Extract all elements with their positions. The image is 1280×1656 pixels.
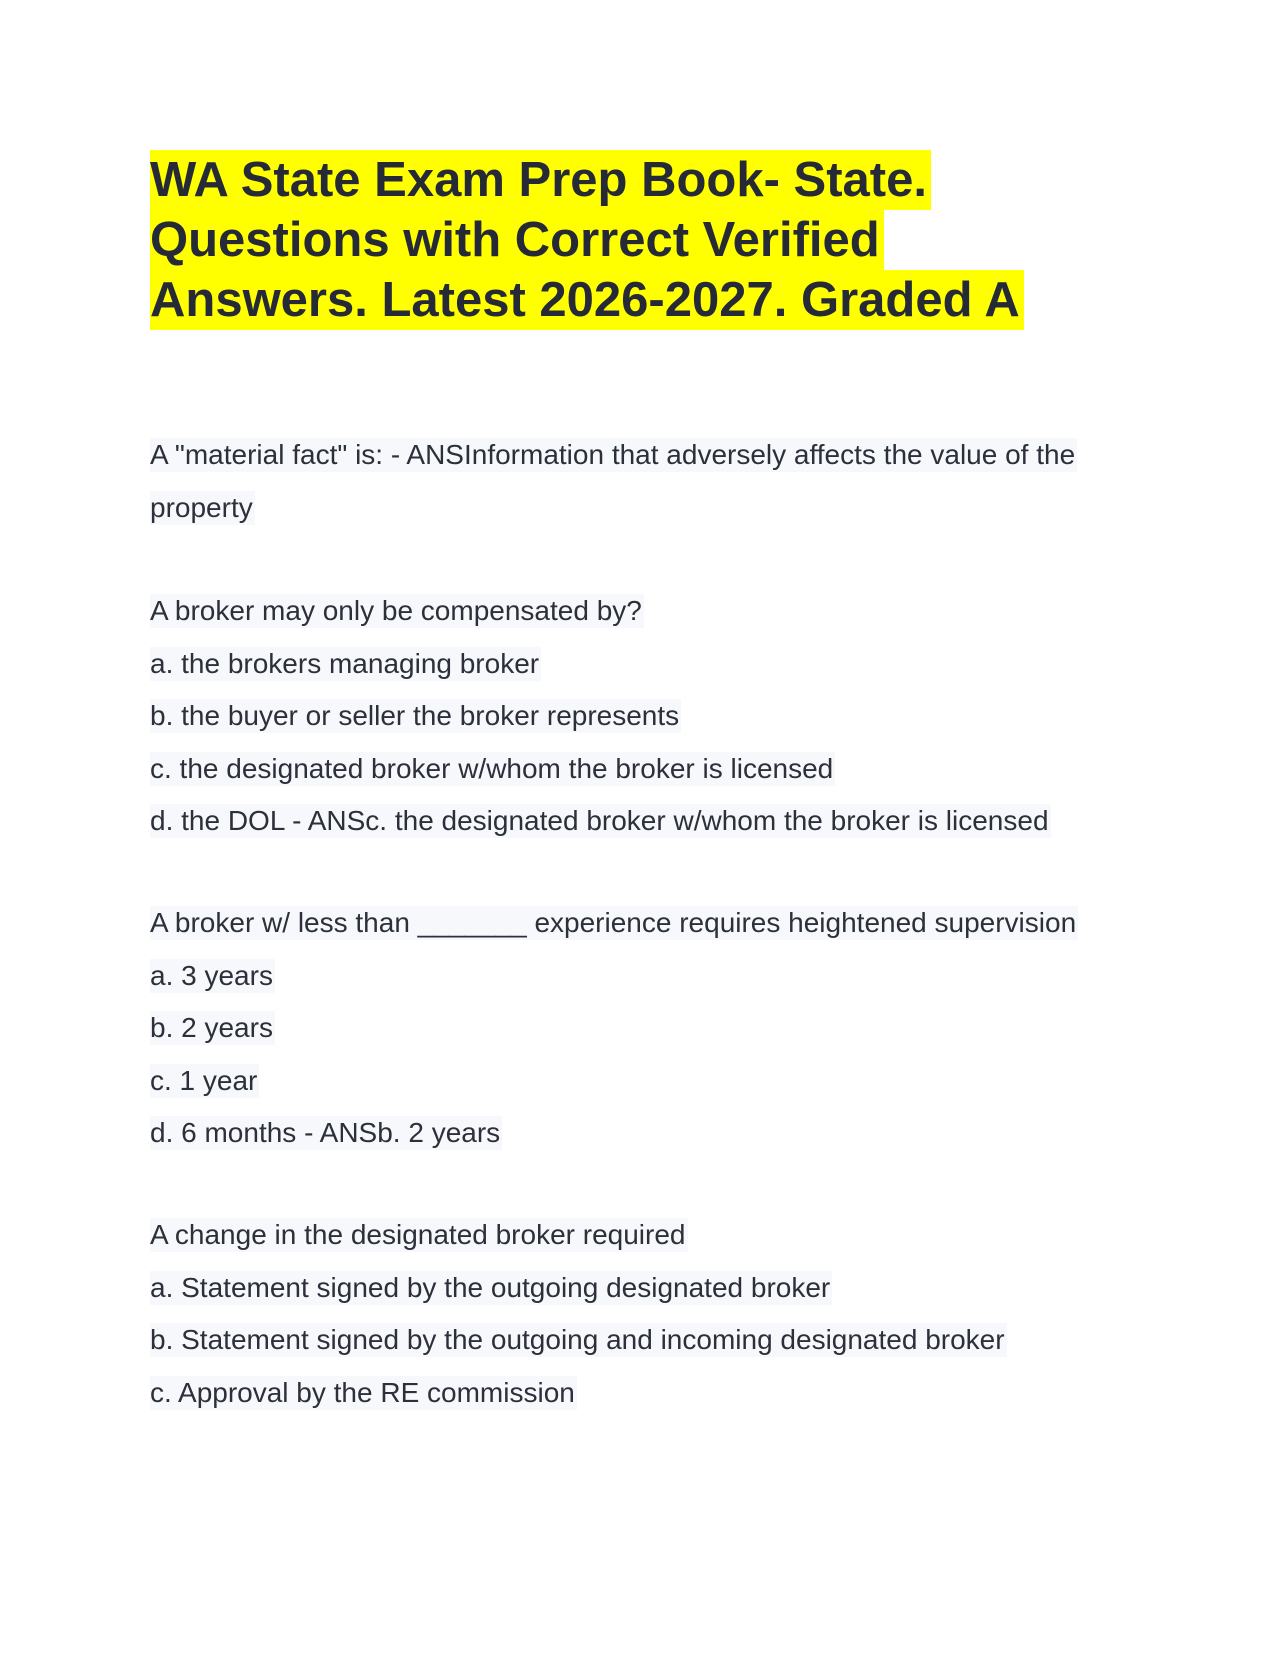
question-text: A broker w/ less than _______ experience requires heightened supervision (150, 907, 1077, 938)
qa-material-fact (150, 438, 1150, 543)
option-a: a. the brokers managing broker (150, 647, 540, 679)
qa-heightened-supervision (150, 906, 1150, 1169)
option-c: c. Approval by the RE commission (150, 1376, 575, 1408)
title-line: Questions with Correct Verified (150, 210, 884, 270)
option-d-with-answer: d. the DOL - ANSc. the designated broker w/whom the broker is licensed (150, 805, 1049, 836)
qa-broker-compensation (150, 594, 1150, 857)
qa-designated-broker-change (150, 1218, 1150, 1428)
title-line: WA State Exam Prep Book- State. (150, 150, 931, 210)
option-b: b. Statement signed by the outgoing and incoming designated broker (150, 1324, 1005, 1355)
option-c: c. the designated broker w/whom the broker is licensed (150, 752, 834, 784)
option-d-with-answer: d. 6 months - ANSb. 2 years (150, 1117, 501, 1148)
question-text: A change in the designated broker required (150, 1219, 686, 1250)
question-text: A broker may only be compensated by? (150, 595, 642, 626)
question-text: A "material fact" is: - ANSInformation that adversely affects the value of the (150, 439, 1076, 470)
document-title (150, 150, 1150, 330)
document-page (150, 150, 1150, 330)
option-c: c. 1 year (150, 1064, 258, 1096)
option-a: a. 3 years (150, 959, 273, 991)
answer-continuation: property (150, 491, 253, 523)
option-a: a. Statement signed by the outgoing designated broker (150, 1271, 831, 1303)
option-b: b. 2 years (150, 1012, 273, 1043)
option-b: b. the buyer or seller the broker represents (150, 700, 680, 731)
title-line: Answers. Latest 2026-2027. Graded A (150, 270, 1024, 330)
